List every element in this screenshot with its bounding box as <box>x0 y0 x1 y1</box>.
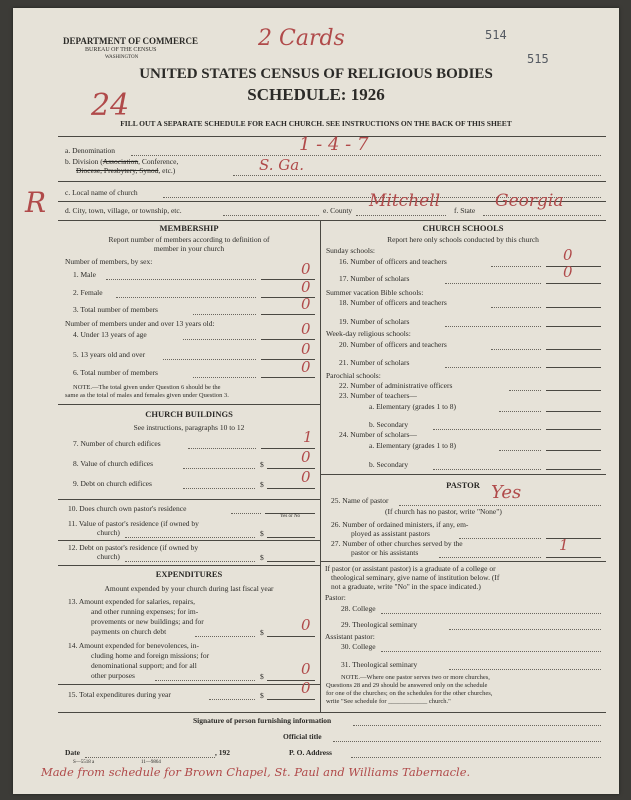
q8-value-value: 0 <box>301 448 311 466</box>
local-name-label: c. Local name of church <box>65 188 138 197</box>
expenditures-subtitle: Amount expended by your church during last fiscal year <box>104 584 274 593</box>
q9-debt-value: 0 <box>301 468 311 486</box>
q9-debt-label: 9. Debt on church edifices <box>73 479 152 488</box>
membership-title: MEMBERSHIP <box>159 223 219 233</box>
q11-label-1: 11. Value of pastor's residence (if owned by <box>68 519 199 528</box>
q11-label-2: church) <box>97 528 120 537</box>
q2-female-value: 0 <box>301 278 311 296</box>
q30-label: 30. College <box>341 642 376 651</box>
handwritten-r-mark: R <box>25 186 47 219</box>
q13-label-4: payments on church debt <box>91 627 167 636</box>
q1-male-label: 1. Male <box>73 270 96 279</box>
q7-edifices-label: 7. Number of church edifices <box>73 439 161 448</box>
q25-label: 25. Name of pastor <box>331 496 389 505</box>
bureau-city: WASHINGTON <box>105 55 139 60</box>
q15-value: 0 <box>301 679 311 697</box>
membership-note-2: same as the total of males and females given under Question 3. <box>65 392 229 399</box>
q3-total-value: 0 <box>301 295 311 313</box>
date-year: , 192 <box>215 748 230 757</box>
print-number: 11—9864 <box>141 760 161 765</box>
handwritten-number: 24 <box>91 88 130 123</box>
division-label-1: b. Division (Association, Conference, <box>65 157 179 166</box>
q27-label-2: pastor or his assistants <box>351 548 419 557</box>
q16-label: 16. Number of officers and teachers <box>339 257 447 266</box>
form-number: S—5518 a <box>73 760 95 765</box>
expenditures-title: EXPENDITURES <box>155 569 223 579</box>
handwritten-cards: 2 Cards <box>258 26 345 51</box>
q31-label: 31. Theological seminary <box>341 660 418 669</box>
q14-dollar-sign: $ <box>260 672 264 681</box>
q13-dollar-sign: $ <box>260 628 264 637</box>
schools-intro: Report here only schools conducted by this church <box>387 235 539 244</box>
q14-label-1: 14. Amount expended for benevolences, in- <box>68 641 200 650</box>
state-label: f. State <box>454 206 476 215</box>
dept-name: DEPARTMENT OF COMMERCE <box>63 36 199 46</box>
q4-under-13-label: 4. Under 13 years of age <box>73 330 147 339</box>
yes-or-no-hint: Yes or No <box>280 514 301 519</box>
q12-dollar-sign: $ <box>260 553 264 562</box>
q17-label: 17. Number of scholars <box>339 274 410 283</box>
q17-value: 0 <box>563 263 573 281</box>
form-title: UNITED STATES CENSUS OF RELIGIOUS BODIES <box>139 66 493 82</box>
membership-intro-2: member in your church <box>153 244 225 253</box>
q15-dollar-sign: $ <box>260 691 264 700</box>
q14-label-4: other purposes <box>91 671 135 680</box>
summer-schools-label: Summer vacation Bible schools: <box>326 288 424 297</box>
q14-label-3: denominational support; and for all <box>91 661 197 670</box>
assistant-pastor-sublabel: Assistant pastor: <box>325 632 375 641</box>
q5-over-13-value: 0 <box>301 340 311 358</box>
q6-total-value: 0 <box>301 358 311 376</box>
q7-edifices-value: 1 <box>303 428 313 446</box>
q24-label: 24. Number of scholars— <box>339 430 417 439</box>
members-by-sex-label: Number of members, by sex: <box>65 257 153 266</box>
graduate-note-2: theological seminary, give name of institution below. (If <box>331 573 500 582</box>
pastor-note-2: Questions 28 and 29 should be answered only on the schedule <box>326 682 488 689</box>
graduate-note-1: If pastor (or assistant pastor) is a graduate of a college or <box>325 564 496 573</box>
q19-label: 19. Number of scholars <box>339 317 410 326</box>
q26-label-1: 26. Number of ordained ministers, if any, em- <box>331 520 469 529</box>
q13-label-2: and other running expenses; for im- <box>91 607 199 616</box>
q5-over-13-label: 5. 13 years old and over <box>73 350 146 359</box>
division-value: S. Ga. <box>259 156 304 174</box>
q24a-label: a. Elementary (grades 1 to 8) <box>369 441 457 450</box>
q12-label-1: 12. Debt on pastor's residence (if owned by <box>68 543 199 552</box>
county-label: e. County <box>323 206 353 215</box>
county-value: Mitchell <box>369 191 441 211</box>
census-schedule-sheet <box>13 8 619 794</box>
q22-label: 22. Number of administrative officers <box>339 381 453 390</box>
membership-intro-1: Report number of members according to definition of <box>108 235 270 244</box>
q18-label: 18. Number of officers and teachers <box>339 298 447 307</box>
q20-label: 20. Number of officers and teachers <box>339 340 447 349</box>
stamp-number-top: 514 <box>485 28 507 42</box>
handwritten-footer-note: Made from schedule for Brown Chapel, St. Paul and Williams Tabernacle. <box>41 765 471 779</box>
pastor-sublabel: Pastor: <box>325 593 346 602</box>
q14-value: 0 <box>301 660 311 678</box>
pastor-note-3: for one of the churches; on the schedules for the other churches, <box>326 690 493 697</box>
bureau-name: BUREAU OF THE CENSUS <box>85 47 157 53</box>
schools-title: CHURCH SCHOOLS <box>422 223 504 233</box>
q13-label-1: 13. Amount expended for salaries, repairs, <box>68 597 196 606</box>
q23b-label: b. Secondary <box>369 420 409 429</box>
q26-label-2: ployed as assistant pastors <box>351 529 430 538</box>
weekday-schools-label: Week-day religious schools: <box>326 329 411 338</box>
state-value: Georgia <box>495 191 564 211</box>
membership-note-1: NOTE.—The total given under Question 6 should be the <box>73 384 221 391</box>
q27-value: 1 <box>559 536 569 554</box>
q9-dollar-sign: $ <box>260 480 264 489</box>
official-title-label: Official title <box>283 732 322 741</box>
buildings-title: CHURCH BUILDINGS <box>145 409 233 419</box>
q29-label: 29. Theological seminary <box>341 620 418 629</box>
q24b-label: b. Secondary <box>369 460 409 469</box>
q3-total-label: 3. Total number of members <box>73 305 158 314</box>
q11-dollar-sign: $ <box>260 529 264 538</box>
q25-value: Yes <box>491 482 522 503</box>
po-address-label: P. O. Address <box>289 748 332 757</box>
q2-female-label: 2. Female <box>73 288 103 297</box>
q25-subnote: (If church has no pastor, write "None") <box>385 507 502 516</box>
q8-value-label: 8. Value of church edifices <box>73 459 154 468</box>
q14-label-2: cluding home and foreign missions; for <box>91 651 210 660</box>
q8-dollar-sign: $ <box>260 460 264 469</box>
q13-value: 0 <box>301 616 311 634</box>
form-instruction: FILL OUT A SEPARATE SCHEDULE FOR EACH CHURCH. SEE INSTRUCTIONS ON THE BACK OF THIS SHEET <box>120 119 512 128</box>
q12-label-2: church) <box>97 552 120 561</box>
parochial-schools-label: Parochial schools: <box>326 371 381 380</box>
q23a-label: a. Elementary (grades 1 to 8) <box>369 402 457 411</box>
q16-value: 0 <box>563 246 573 264</box>
buildings-subtitle: See instructions, paragraphs 10 to 12 <box>133 423 245 432</box>
q27-label-1: 27. Number of other churches served by the <box>331 539 463 548</box>
q13-label-3: provements or new buildings; and for <box>91 617 204 626</box>
stamp-number-right: 515 <box>527 52 549 66</box>
q1-male-value: 0 <box>301 260 311 278</box>
denomination-value: 1 - 4 - 7 <box>299 134 369 155</box>
signature-label: Signature of person furnishing information <box>193 716 332 725</box>
pastor-note-4: write "See schedule for ____________ church." <box>326 698 451 705</box>
division-label-2: Diocese, Presbytery, Synod, etc.) <box>76 166 176 175</box>
q23-label: 23. Number of teachers— <box>339 391 417 400</box>
graduate-note-3: not a graduate, write "No" in the space indicated.) <box>331 582 481 591</box>
pastor-note-1: NOTE.—Where one pastor serves two or more churches, <box>341 674 490 681</box>
q4-under-13-value: 0 <box>301 320 311 338</box>
q28-label: 28. College <box>341 604 376 613</box>
date-label: Date <box>65 748 80 757</box>
city-label: d. City, town, village, or township, etc. <box>65 206 182 215</box>
q21-label: 21. Number of scholars <box>339 358 410 367</box>
q10-residence-label: 10. Does church own pastor's residence <box>68 504 187 513</box>
sunday-schools-label: Sunday schools: <box>326 246 375 255</box>
q6-total-label: 6. Total number of members <box>73 368 158 377</box>
form-subtitle: SCHEDULE: 1926 <box>247 85 385 104</box>
q15-label: 15. Total expenditures during year <box>68 690 171 699</box>
members-by-age-label: Number of members under and over 13 years old: <box>65 319 215 328</box>
pastor-title: PASTOR <box>446 480 480 490</box>
denomination-label: a. Denomination <box>65 146 115 155</box>
